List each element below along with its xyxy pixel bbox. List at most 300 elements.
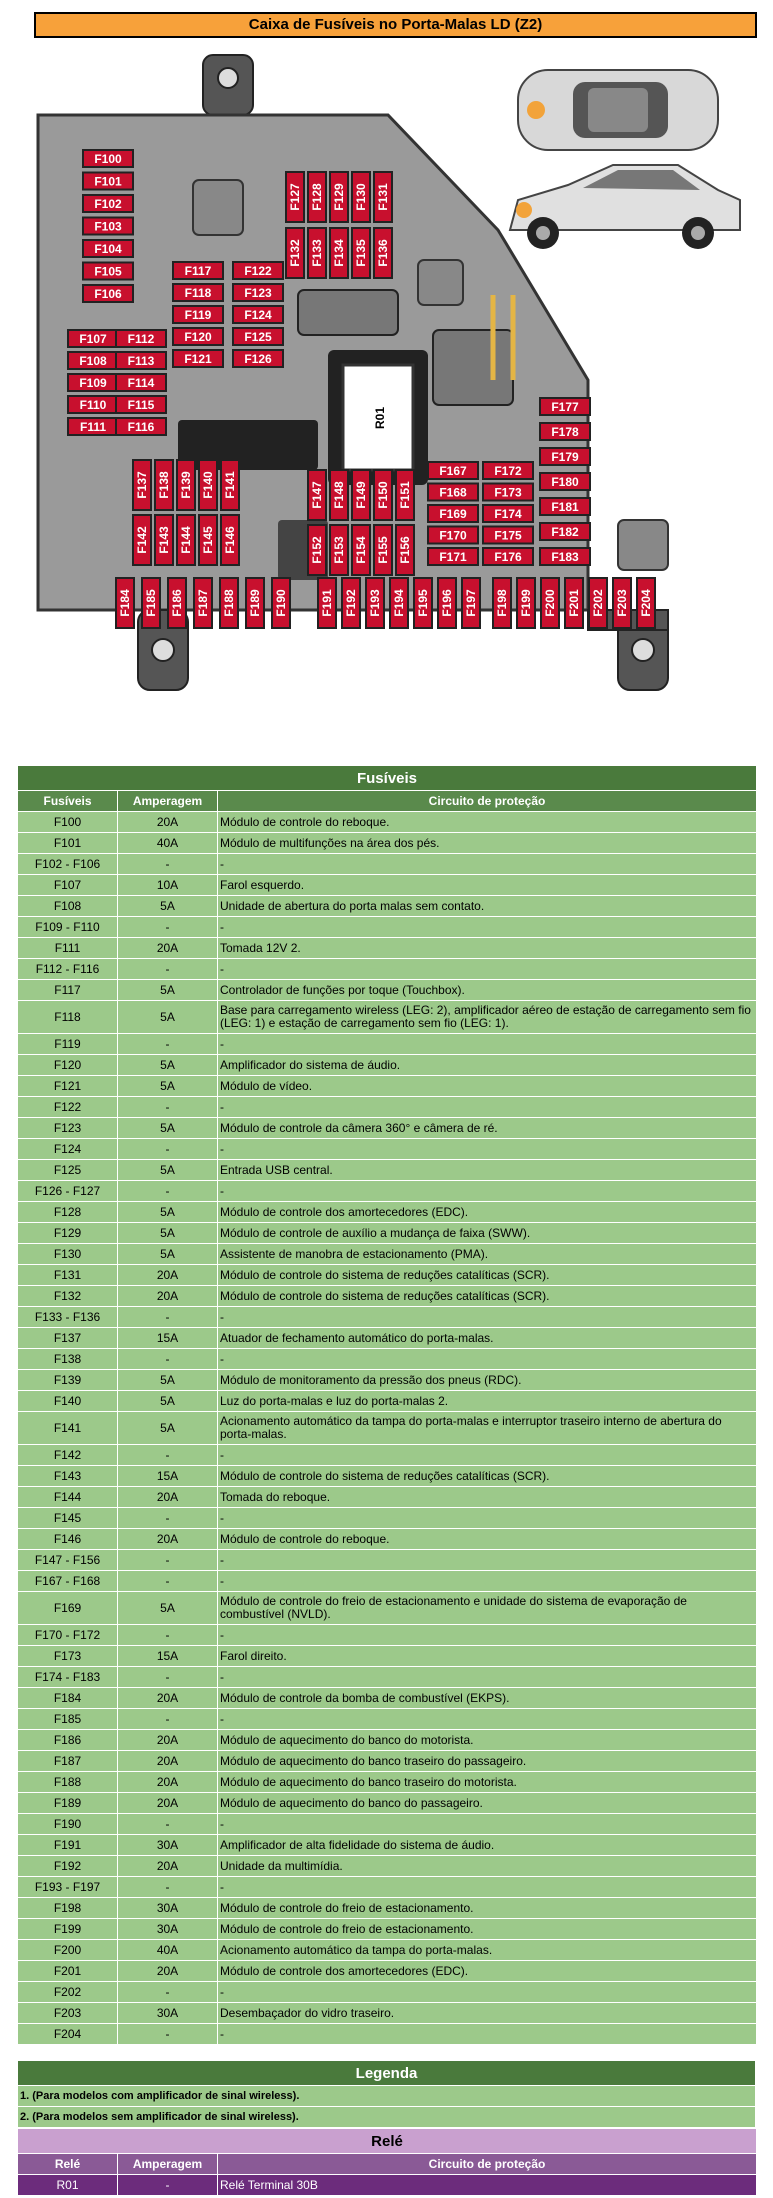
fuse-circuit-cell: - xyxy=(218,959,757,980)
fuse-amperage-cell: - xyxy=(118,1307,218,1328)
fuse-label: F156 xyxy=(398,536,412,564)
fuse-amperage-cell: - xyxy=(118,854,218,875)
fuse-circuit-cell: Unidade da multimídia. xyxy=(218,1856,757,1877)
fuse-id-cell: F145 xyxy=(18,1508,118,1529)
fuse-f116 xyxy=(116,418,166,435)
fuse-f117 xyxy=(173,262,223,279)
table-row xyxy=(18,1571,757,1592)
fuse-id-cell: F188 xyxy=(18,1772,118,1793)
fuse-label: F137 xyxy=(135,471,149,499)
fuse-label: F149 xyxy=(354,481,368,509)
fuse-label: F183 xyxy=(551,550,579,564)
fuse-id-cell: F190 xyxy=(18,1814,118,1835)
table-row xyxy=(18,1898,757,1919)
fuse-id-cell: F142 xyxy=(18,1445,118,1466)
fuse-circuit-cell: Tomada do reboque. xyxy=(218,1487,757,1508)
table-row xyxy=(18,896,757,917)
fuse-id-cell: F123 xyxy=(18,1118,118,1139)
table-row xyxy=(18,875,757,896)
fuse-f123 xyxy=(233,284,283,301)
table-row xyxy=(18,1265,757,1286)
fuse-id-cell: F101 xyxy=(18,833,118,854)
fuse-id-cell: F169 xyxy=(18,1592,118,1625)
fuse-amperage-cell: 20A xyxy=(118,812,218,833)
fuse-circuit-cell: Módulo de controle do freio de estacionamento e unidade do sistema de evaporação de combustível (NVLD). xyxy=(218,1592,757,1625)
table-row xyxy=(18,1709,757,1730)
fuse-label: F111 xyxy=(79,420,107,434)
fuse-amperage-cell: 30A xyxy=(118,1835,218,1856)
fuse-f175 xyxy=(483,527,533,544)
fuse-amperage-cell: 20A xyxy=(118,1688,218,1709)
table-row xyxy=(18,1139,757,1160)
fuse-f136 xyxy=(374,228,392,278)
fuse-label: F178 xyxy=(551,425,579,439)
fuse-f190 xyxy=(272,578,290,628)
fuse-label: F109 xyxy=(79,376,107,390)
fuse-id-cell: F192 xyxy=(18,1856,118,1877)
fuse-amperage-cell: - xyxy=(118,1667,218,1688)
fuse-amperage-cell: 20A xyxy=(118,1265,218,1286)
fuse-f131 xyxy=(374,172,392,222)
circuit-column-header: Circuito de proteção xyxy=(218,2154,757,2175)
fuse-label: F113 xyxy=(127,354,155,368)
fuse-id-cell: F143 xyxy=(18,1466,118,1487)
table-row xyxy=(18,1328,757,1349)
fuse-amperage-cell: - xyxy=(118,1982,218,2003)
fuse-amperage-cell: 5A xyxy=(118,1055,218,1076)
table-row xyxy=(18,1391,757,1412)
fuse-label: F186 xyxy=(170,589,184,617)
table-row xyxy=(18,1202,757,1223)
fuse-f173 xyxy=(483,484,533,501)
fuse-label: F189 xyxy=(248,589,262,617)
fuse-f127 xyxy=(286,172,304,222)
fuse-circuit-cell: Acionamento automático da tampa do porta-malas. xyxy=(218,1940,757,1961)
fuse-label: F132 xyxy=(288,239,302,267)
fuse-label: F100 xyxy=(94,152,122,166)
fuse-circuit-cell: Módulo de controle da bomba de combustível (EKPS). xyxy=(218,1688,757,1709)
fuse-label: F129 xyxy=(332,183,346,211)
relay-amperage-cell: - xyxy=(118,2175,218,2196)
fuse-circuit-cell: - xyxy=(218,1571,757,1592)
fuse-circuit-cell: - xyxy=(218,2024,757,2045)
fuse-amperage-cell: 20A xyxy=(118,1286,218,1307)
fuse-circuit-cell: Módulo de controle do freio de estacionamento. xyxy=(218,1898,757,1919)
fuse-f137 xyxy=(133,460,151,510)
fuse-f183 xyxy=(540,548,590,565)
fuse-circuit-cell: - xyxy=(218,1508,757,1529)
fuse-amperage-cell: 5A xyxy=(118,1412,218,1445)
legend-heading: Legenda xyxy=(18,2061,756,2086)
fuse-circuit-cell: Base para carregamento wireless (LEG: 2), amplificador aéreo de estação de carregamento sem fio (LEG: 1) e estação de carregamento sem fio (LEG: 1). xyxy=(218,1001,757,1034)
fuse-circuit-cell: Módulo de aquecimento do banco do motorista. xyxy=(218,1730,757,1751)
fuse-column-header: Fusíveis xyxy=(18,791,118,812)
fuse-label: F123 xyxy=(244,286,272,300)
fuse-f146 xyxy=(221,515,239,565)
fuse-f110 xyxy=(68,396,118,413)
fuse-id-cell: F193 - F197 xyxy=(18,1877,118,1898)
fuse-label: F146 xyxy=(223,526,237,554)
fuse-label: F103 xyxy=(94,219,122,234)
fuse-label: F131 xyxy=(376,183,390,211)
fuse-circuit-cell: Módulo de controle do sistema de reduções catalíticas (SCR). xyxy=(218,1466,757,1487)
table-row xyxy=(18,1001,757,1034)
fuse-circuit-cell: Atuador de fechamento automático do porta-malas. xyxy=(218,1328,757,1349)
table-row xyxy=(18,1055,757,1076)
fuse-amperage-cell: - xyxy=(118,1349,218,1370)
table-row xyxy=(18,938,757,959)
fuse-label: F202 xyxy=(591,589,605,617)
fuse-amperage-cell: 15A xyxy=(118,1466,218,1487)
fuse-label: F143 xyxy=(157,526,171,554)
fuse-label: F145 xyxy=(201,526,215,554)
fuse-f139 xyxy=(177,460,195,510)
fuse-label: F110 xyxy=(79,398,107,412)
fuse-label: F104 xyxy=(94,242,122,256)
fuse-f200 xyxy=(541,578,559,628)
fuse-f138 xyxy=(155,460,173,510)
table-row xyxy=(18,1982,757,2003)
car-top-view-image xyxy=(518,70,718,150)
fuse-id-cell: F128 xyxy=(18,1202,118,1223)
fuse-label: F102 xyxy=(94,197,122,211)
fuse-circuit-cell: Módulo de controle dos amortecedores (EDC). xyxy=(218,1202,757,1223)
fuse-label: F191 xyxy=(320,589,334,617)
fuse-circuit-cell: - xyxy=(218,917,757,938)
fuse-circuit-cell: - xyxy=(218,1814,757,1835)
fuse-id-cell: F144 xyxy=(18,1487,118,1508)
fuse-circuit-cell: Módulo de aquecimento do banco traseiro do motorista. xyxy=(218,1772,757,1793)
fuse-label: F195 xyxy=(416,589,430,617)
fuse-f149 xyxy=(352,470,370,520)
fuse-amperage-cell: 5A xyxy=(118,1370,218,1391)
fuse-box-diagram xyxy=(28,50,753,740)
fuse-f194 xyxy=(390,578,408,628)
fuse-circuit-cell: Módulo de controle do sistema de reduções catalíticas (SCR). xyxy=(218,1265,757,1286)
fuse-circuit-cell: Farol direito. xyxy=(218,1646,757,1667)
fuse-f101 xyxy=(83,173,133,190)
fuse-f202 xyxy=(589,578,607,628)
fuse-id-cell: F130 xyxy=(18,1244,118,1265)
table-row xyxy=(18,812,757,833)
relay-table xyxy=(17,2128,757,2196)
fuse-id-cell: F201 xyxy=(18,1961,118,1982)
table-row xyxy=(18,917,757,938)
fuse-f151 xyxy=(396,470,414,520)
fuse-f179 xyxy=(540,448,590,465)
fuse-id-cell: F125 xyxy=(18,1160,118,1181)
fuse-amperage-cell: 5A xyxy=(118,1592,218,1625)
amperage-column-header: Amperagem xyxy=(118,2154,218,2175)
fuse-label: F175 xyxy=(494,528,522,543)
legend-item: 2. (Para modelos sem amplificador de sinal wireless). xyxy=(18,2107,756,2128)
fuse-circuit-cell: Assistente de manobra de estacionamento (PMA). xyxy=(218,1244,757,1265)
fuse-f184 xyxy=(116,578,134,628)
fuse-id-cell: F198 xyxy=(18,1898,118,1919)
fuse-amperage-cell: - xyxy=(118,1034,218,1055)
fuse-label: F126 xyxy=(244,352,272,366)
car-side-view-image xyxy=(510,165,740,249)
fuse-amperage-cell: 20A xyxy=(118,1487,218,1508)
table-row xyxy=(18,1550,757,1571)
fuse-circuit-cell: Unidade de abertura do porta malas sem contato. xyxy=(218,896,757,917)
fuse-amperage-cell: - xyxy=(118,1550,218,1571)
fuse-amperage-cell: - xyxy=(118,1877,218,1898)
fuse-label: F172 xyxy=(494,464,522,478)
fuse-label: F114 xyxy=(127,376,155,390)
fuse-amperage-cell: 20A xyxy=(118,1529,218,1550)
fuse-amperage-cell: - xyxy=(118,1139,218,1160)
table-row xyxy=(18,1592,757,1625)
fuse-circuit-cell: - xyxy=(218,1034,757,1055)
table-row xyxy=(18,1445,757,1466)
table-row xyxy=(18,1835,757,1856)
fuse-label: F127 xyxy=(288,183,302,211)
fuse-f185 xyxy=(142,578,160,628)
fuse-id-cell: F199 xyxy=(18,1919,118,1940)
fuse-amperage-cell: 10A xyxy=(118,875,218,896)
fuse-f145 xyxy=(199,515,217,565)
fuse-amperage-cell: 40A xyxy=(118,833,218,854)
fuse-circuit-cell: Módulo de controle da câmera 360° e câmera de ré. xyxy=(218,1118,757,1139)
fuse-label: F142 xyxy=(135,526,149,554)
fuse-f176 xyxy=(483,548,533,565)
table-row xyxy=(18,1160,757,1181)
fuse-label: F150 xyxy=(376,481,390,509)
fuse-label: F119 xyxy=(184,308,212,322)
fuse-label: F155 xyxy=(376,536,390,564)
fuse-amperage-cell: 5A xyxy=(118,1001,218,1034)
fuse-label: F141 xyxy=(223,471,237,499)
fuse-id-cell: F112 - F116 xyxy=(18,959,118,980)
fuse-f197 xyxy=(462,578,480,628)
fuse-f133 xyxy=(308,228,326,278)
fuse-amperage-cell: - xyxy=(118,1625,218,1646)
table-row xyxy=(18,2003,757,2024)
fuse-id-cell: F184 xyxy=(18,1688,118,1709)
fuse-label: F184 xyxy=(118,589,132,617)
fuse-label: F179 xyxy=(551,450,579,464)
fuse-f134 xyxy=(330,228,348,278)
fuse-f107 xyxy=(68,330,118,347)
fuse-id-cell: F185 xyxy=(18,1709,118,1730)
fuse-amperage-cell: 5A xyxy=(118,1118,218,1139)
fuse-f192 xyxy=(342,578,360,628)
fuse-label: F148 xyxy=(332,481,346,509)
fuse-label: F107 xyxy=(79,332,107,346)
fuse-f140 xyxy=(199,460,217,510)
fuse-f120 xyxy=(173,328,223,345)
fuse-amperage-cell: 5A xyxy=(118,1160,218,1181)
fuse-label: F174 xyxy=(494,507,522,521)
fuse-amperage-cell: 20A xyxy=(118,1961,218,1982)
table-row xyxy=(18,1688,757,1709)
fuse-id-cell: F129 xyxy=(18,1223,118,1244)
fuse-id-cell: F122 xyxy=(18,1097,118,1118)
fuse-amperage-cell: 20A xyxy=(118,1856,218,1877)
fuse-label: F122 xyxy=(244,264,272,278)
fuse-label: F120 xyxy=(184,330,212,344)
fuse-circuit-cell: - xyxy=(218,1550,757,1571)
fuse-label: F167 xyxy=(439,464,467,478)
fuse-id-cell: F170 - F172 xyxy=(18,1625,118,1646)
fuse-f152 xyxy=(308,525,326,575)
fuse-f109 xyxy=(68,374,118,391)
fuse-id-cell: F146 xyxy=(18,1529,118,1550)
fuse-f115 xyxy=(116,396,166,413)
fuse-id-cell: F173 xyxy=(18,1646,118,1667)
fuse-label: F101 xyxy=(94,174,122,189)
fuse-circuit-cell: - xyxy=(218,1139,757,1160)
fuse-id-cell: F111 xyxy=(18,938,118,959)
table-row xyxy=(18,1034,757,1055)
fuse-circuit-cell: Módulo de controle do reboque. xyxy=(218,1529,757,1550)
table-row xyxy=(18,1223,757,1244)
fuse-label: F121 xyxy=(184,352,212,366)
fuse-amperage-cell: 20A xyxy=(118,1772,218,1793)
fuse-amperage-cell: 20A xyxy=(118,1793,218,1814)
fuse-circuit-cell: Módulo de controle dos amortecedores (EDC). xyxy=(218,1961,757,1982)
fuse-f130 xyxy=(352,172,370,222)
fuse-id-cell: F200 xyxy=(18,1940,118,1961)
fuse-id-cell: F102 - F106 xyxy=(18,854,118,875)
fuse-f203 xyxy=(613,578,631,628)
fuse-f182 xyxy=(540,523,590,540)
fuse-amperage-cell: 15A xyxy=(118,1328,218,1349)
table-row xyxy=(18,1856,757,1877)
fuse-circuit-cell: Módulo de vídeo. xyxy=(218,1076,757,1097)
fuse-f174 xyxy=(483,505,533,522)
relay-circuit-cell: Relé Terminal 30B xyxy=(218,2175,757,2196)
fuse-circuit-cell: Módulo de controle do sistema de reduções catalíticas (SCR). xyxy=(218,1286,757,1307)
fuse-f105 xyxy=(83,263,133,280)
fuse-circuit-cell: Módulo de aquecimento do banco traseiro do passageiro. xyxy=(218,1751,757,1772)
fuse-f104 xyxy=(83,240,133,257)
fuse-id-cell: F117 xyxy=(18,980,118,1001)
fuse-id-cell: F147 - F156 xyxy=(18,1550,118,1571)
fuse-f126 xyxy=(233,350,283,367)
fuse-amperage-cell: 20A xyxy=(118,1751,218,1772)
fuse-f142 xyxy=(133,515,151,565)
fuse-amperage-cell: - xyxy=(118,1445,218,1466)
table-row xyxy=(18,1307,757,1328)
table-row xyxy=(18,1097,757,1118)
fuse-id-cell: F202 xyxy=(18,1982,118,2003)
fuse-id-cell: F107 xyxy=(18,875,118,896)
fuse-label: F177 xyxy=(551,400,579,414)
fuse-circuit-cell: Amplificador de alta fidelidade do sistema de áudio. xyxy=(218,1835,757,1856)
fuse-label: F106 xyxy=(94,287,122,301)
fuse-amperage-cell: - xyxy=(118,1508,218,1529)
relay-id-cell: R01 xyxy=(18,2175,118,2196)
table-row xyxy=(18,1919,757,1940)
fuse-label: F130 xyxy=(354,183,368,211)
fuse-label: F171 xyxy=(439,550,467,564)
fuse-f135 xyxy=(352,228,370,278)
fuse-f121 xyxy=(173,350,223,367)
fuse-circuit-cell: Tomada 12V 2. xyxy=(218,938,757,959)
fuse-f143 xyxy=(155,515,173,565)
table-row xyxy=(18,1877,757,1898)
fuse-label: F118 xyxy=(184,286,212,300)
fuse-f111 xyxy=(68,418,118,435)
amperage-column-header: Amperagem xyxy=(118,791,218,812)
fuse-circuit-cell: Módulo de multifunções na área dos pés. xyxy=(218,833,757,854)
table-row xyxy=(18,1118,757,1139)
fuse-f106 xyxy=(83,285,133,302)
table-row xyxy=(18,980,757,1001)
fuse-amperage-cell: 5A xyxy=(118,1244,218,1265)
fuse-amperage-cell: 5A xyxy=(118,1076,218,1097)
fuse-amperage-cell: - xyxy=(118,1709,218,1730)
fuse-amperage-cell: 30A xyxy=(118,1919,218,1940)
fuse-id-cell: F139 xyxy=(18,1370,118,1391)
fuse-circuit-cell: - xyxy=(218,1709,757,1730)
fuse-label: F117 xyxy=(184,264,212,278)
fuse-label: F112 xyxy=(127,332,155,346)
fuse-f141 xyxy=(221,460,239,510)
fuse-circuit-cell: - xyxy=(218,854,757,875)
fuse-label: F140 xyxy=(201,471,215,499)
fuse-f118 xyxy=(173,284,223,301)
fuse-circuit-cell: Luz do porta-malas e luz do porta-malas 2. xyxy=(218,1391,757,1412)
fuse-label: F182 xyxy=(551,525,579,539)
fuse-label: F134 xyxy=(332,239,346,267)
fuse-id-cell: F204 xyxy=(18,2024,118,2045)
fuse-circuit-cell: Amplificador do sistema de áudio. xyxy=(218,1055,757,1076)
fuse-f178 xyxy=(540,423,590,440)
fuse-f155 xyxy=(374,525,392,575)
fuse-circuit-cell: - xyxy=(218,1877,757,1898)
fuse-label: F153 xyxy=(332,536,346,564)
fuse-f187 xyxy=(194,578,212,628)
fuse-amperage-cell: 30A xyxy=(118,2003,218,2024)
fuse-f119 xyxy=(173,306,223,323)
fuse-label: F204 xyxy=(639,589,653,617)
table-row xyxy=(18,959,757,980)
fuse-circuit-cell: - xyxy=(218,1349,757,1370)
fuse-label: F192 xyxy=(344,589,358,617)
fuse-id-cell: F187 xyxy=(18,1751,118,1772)
fuse-id-cell: F137 xyxy=(18,1328,118,1349)
fuse-id-cell: F167 - F168 xyxy=(18,1571,118,1592)
fuse-f198 xyxy=(493,578,511,628)
fuse-amperage-cell: - xyxy=(118,1097,218,1118)
fuse-label: F138 xyxy=(157,471,171,499)
fuse-table xyxy=(17,765,757,2045)
fuse-label: F135 xyxy=(354,239,368,267)
fuse-f124 xyxy=(233,306,283,323)
table-row xyxy=(18,1349,757,1370)
fuse-label: F197 xyxy=(464,589,478,617)
table-row xyxy=(18,1961,757,1982)
fuse-label: F180 xyxy=(551,475,579,489)
fuse-circuit-cell: - xyxy=(218,1307,757,1328)
fuse-id-cell: F131 xyxy=(18,1265,118,1286)
fuse-id-cell: F191 xyxy=(18,1835,118,1856)
fuse-id-cell: F118 xyxy=(18,1001,118,1034)
fuse-circuit-cell: Módulo de monitoramento da pressão dos pneus (RDC). xyxy=(218,1370,757,1391)
fuse-amperage-cell: 5A xyxy=(118,1391,218,1412)
fuse-label: F173 xyxy=(494,485,522,500)
fuse-id-cell: F141 xyxy=(18,1412,118,1445)
fuse-label: F115 xyxy=(127,398,155,412)
table-row xyxy=(18,1508,757,1529)
fuse-id-cell: F126 - F127 xyxy=(18,1181,118,1202)
fuse-f132 xyxy=(286,228,304,278)
relay-label: R01 xyxy=(373,406,387,430)
fuse-amperage-cell: 15A xyxy=(118,1646,218,1667)
